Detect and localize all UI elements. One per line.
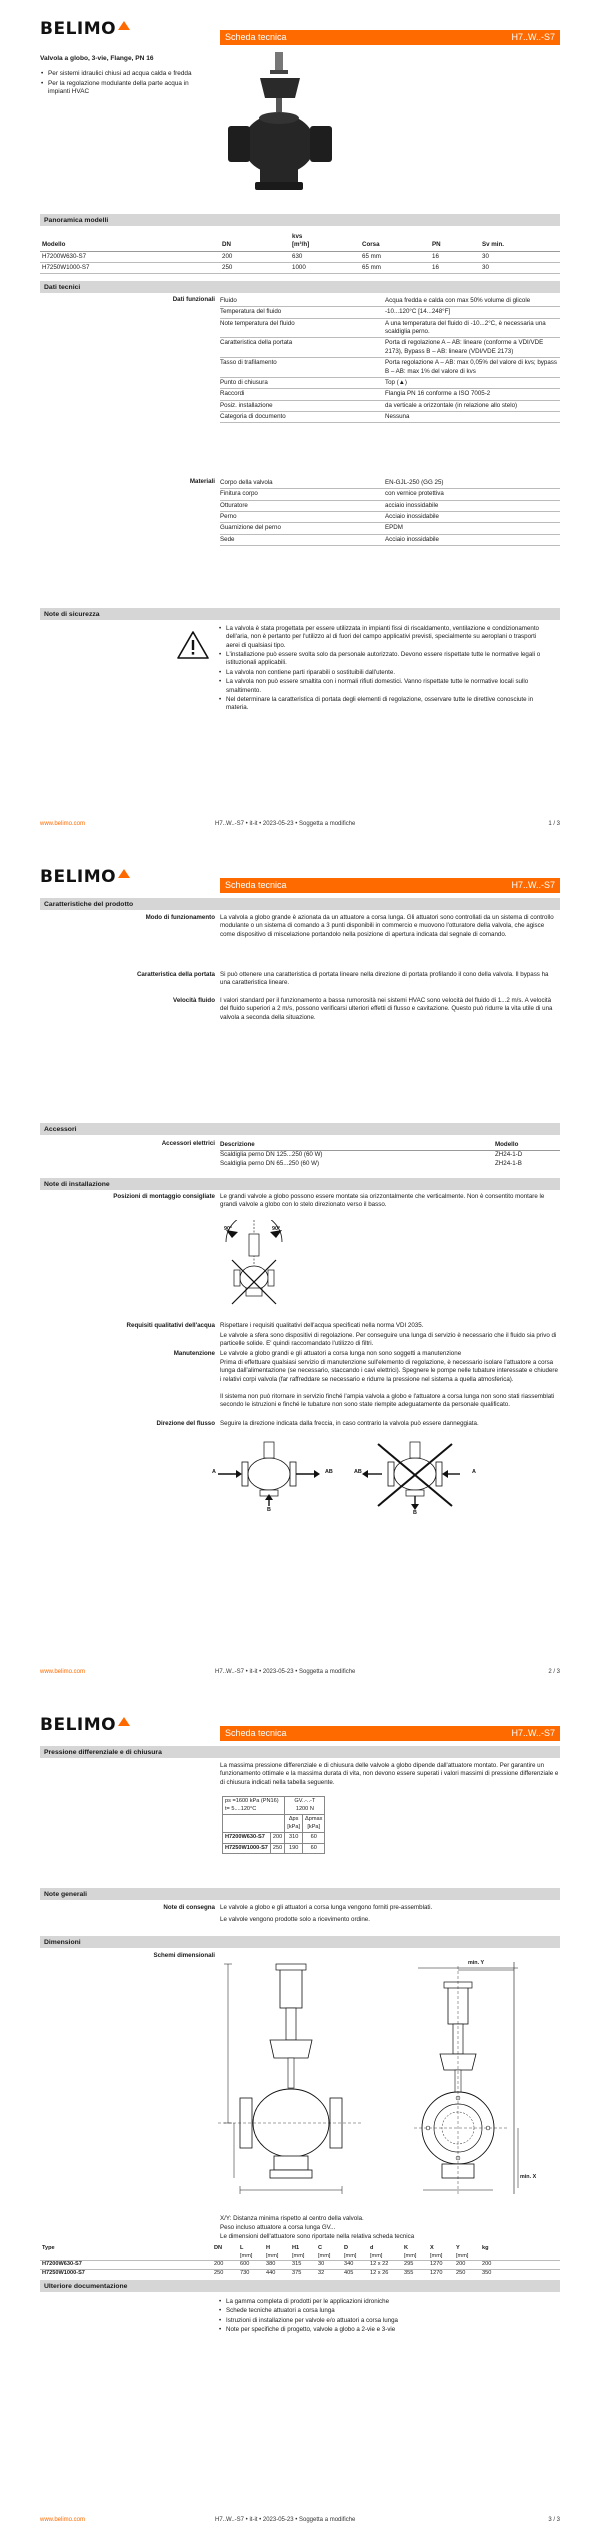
warning-icon — [176, 630, 210, 660]
list-item: • Nel determinare la caratteristica di portata degli elementi di regolazione, osservare tutte le direttive conosciute in materia. — [218, 696, 548, 713]
belimo-logo: BELIMO — [40, 1714, 130, 1737]
water-quality-text-2: Le valvole a sfera sono dispositivi di regolazione. Per conseguire una lunga di servizio è necessario che il fluido sia privo di particelle solide. E' quindi raccomandato l'utilizzo di filtri. — [220, 1332, 557, 1348]
table-row: Finitura corpo con vernice protettiva — [220, 489, 560, 500]
footer — [40, 2516, 560, 2524]
delivery-notes-text-2: Le valvole vengono prodotte solo a ricevimento ordine. — [220, 1916, 370, 1923]
table-header-row: Type DN L H H1 C D d K X Y kg — [42, 2245, 489, 2251]
header-model: H7..W..-S7 — [511, 880, 555, 891]
product-title: Valvola a globo, 3-vie, Flange, PN 16 — [40, 55, 154, 62]
table-row: H7250W1000-S7 250 730 440 375 32 405 12 x 26 355 1270 250 350 — [40, 2269, 560, 2277]
water-quality-label: Requisiti qualitativi dell'acqua — [126, 1322, 215, 1329]
table-row: Punto di chiusura Top (▲) — [220, 378, 560, 389]
belimo-logo: BELIMO — [40, 18, 130, 41]
flow-direction-correct-diagram — [214, 1438, 324, 1514]
dimensions-table — [40, 2245, 560, 2277]
table-row: Posiz. installazione da verticale a orizzontale (in relazione allo stelo) — [220, 401, 560, 412]
page-2 — [0, 848, 600, 1696]
section-accessories: Accessori — [40, 1123, 560, 1135]
header-bar — [220, 878, 560, 893]
table-row: Raccordi Flangia PN 16 conforme a ISO 7005-2 — [220, 389, 560, 400]
page-1 — [0, 0, 600, 848]
table-header-row: Δps [kPa] Δpmax [kPa] — [223, 1815, 325, 1833]
table-row: Tasso di trafilamento Porta regolazione A – AB: max 0,05% del valore di kvs; bypass B – AB: max 1% del valore di kvs — [220, 358, 560, 378]
table-row: Scaldiglia perno DN 125...250 (60 W) ZH24-1-D — [220, 1151, 523, 1159]
page-number: 1 / 3 — [548, 821, 560, 827]
table-row: Scaldiglia perno DN 65...250 (60 W) ZH24-1-B — [220, 1159, 522, 1167]
table-row: Perno Acciaio inossidabile — [220, 512, 560, 523]
section-installation: Note di installazione — [40, 1178, 560, 1190]
footer-url-link[interactable]: www.belimo.com — [40, 821, 86, 827]
table-row: Otturatore acciaio inossidabile — [220, 501, 560, 512]
section-further-docs: Ulteriore documentazione — [40, 2280, 560, 2292]
weight-note: Peso incluso attuatore a corsa lunga GV... — [220, 2224, 336, 2231]
table-row: Fluido Acqua fredda e calda con max 50% volume di glicole — [220, 296, 560, 307]
list-item: • Per la regolazione modulante della parte acqua in impianti HVAC — [40, 80, 205, 97]
col-header: kvs [m³/h] — [290, 232, 360, 251]
actuator-dim-note: Le dimensioni dell'attuatore sono riportate nella relativa scheda tecnica — [220, 2233, 415, 2240]
min-y-label: min. Y — [468, 1960, 485, 1966]
table-row: Temperatura del fluido -10...120°C [14...248°F] — [220, 307, 560, 318]
belimo-logo: BELIMO — [40, 866, 130, 889]
section-pressure: Pressione differenziale e di chiusura — [40, 1746, 560, 1758]
table-row: H7250W1000-S7 250 190 60 — [223, 1843, 325, 1854]
footer-doc-info: H7..W..-S7 • it-it • 2023-05-23 • Soggetta a modifiche — [215, 1669, 356, 1675]
header-model: H7..W..-S7 — [511, 32, 555, 43]
table-row: H7200W630-S7 200 630 65 mm 16 30 — [40, 251, 560, 262]
docs-list — [218, 2298, 558, 2335]
mounting-positions-diagram — [218, 1220, 290, 1312]
safety-list — [218, 625, 548, 714]
section-features: Caratteristiche del prodotto — [40, 898, 560, 910]
angle-label-left: 90° — [224, 1226, 233, 1232]
port-ab-label: AB — [325, 1469, 333, 1475]
feature-text: Si può ottenere una caratteristica di portata lineare nella direzione di portata profilando il cono della valvola. Il bypass ha una caratteristica lineare. — [220, 971, 549, 987]
list-item: • Istruzioni di installazione per valvole e/o attuatori a corsa lunga — [218, 2317, 558, 2325]
logo-triangle-icon — [118, 1717, 130, 1726]
header-title: Scheda tecnica — [225, 880, 287, 891]
pressure-text: La massima pressione differenziale e di chiusura delle valvole a globo dipende dall'attuatore montato. Per garantire un funzionamento ottimale e la massima durata di vita, non devono essere superati i valori massimi di pressione differenziale e di chiusura indicati nella tabella seguente. — [220, 1762, 559, 1786]
table-row: Caratteristica della portata Porta di regolazione A – AB: lineare (conforme a VDI/VDE 2173), Bypass B – AB: lineare (VDI/VDE 2173) — [220, 338, 560, 358]
logo-triangle-icon — [118, 21, 130, 30]
table-units-row: [mm] [mm] [mm] [mm] [mm] [mm] [mm] [mm] [mm] — [240, 2252, 469, 2259]
footer-doc-info: H7..W..-S7 • it-it • 2023-05-23 • Soggetta a modifiche — [215, 821, 356, 827]
pressure-table — [222, 1796, 325, 1854]
col-header: Sv min. — [480, 232, 560, 251]
table-row: Categoria di documento Nessuna — [220, 412, 560, 423]
models-table — [40, 232, 560, 274]
dimension-drawings — [218, 1958, 563, 2213]
group-label-functional: Dati funzionali — [172, 296, 215, 303]
table-row: H7200W630-S7 200 310 60 — [223, 1833, 325, 1844]
port-b-label: B — [413, 1510, 417, 1516]
xy-note: X/Y: Distanza minima rispetto al centro della valvola. — [220, 2215, 364, 2222]
col-header: Corsa — [360, 232, 430, 251]
list-item: • La valvola non può essere smaltita con i normali rifiuti domestici. Vanno rispettate tutte le normative locali sullo smaltimento. — [218, 678, 548, 695]
header-bar — [220, 1726, 560, 1741]
section-general-notes: Note generali — [40, 1888, 560, 1900]
page-3 — [0, 1696, 600, 2544]
page-number: 3 / 3 — [548, 2517, 560, 2523]
table-row: Guarnizione del perno EPDM — [220, 523, 560, 534]
feature-text: La valvola a globo grande è azionata da un attuatore a corsa lunga. Gli attuatori sono controllati da un sistema di controllo modulante o un sistema di comando a 3 punti disponibili in commercio e muovono l'otturatore della valvola, che agisce come dispositivo di miscelazione portandolo nella posizione di apertura indicata dal segnale di comando. — [220, 914, 554, 938]
maintenance-text-1: Le valvole a globo grandi e gli attuatori a corsa lunga non sono soggetti a manutenzione — [220, 1350, 462, 1357]
delivery-notes-label: Note di consegna — [163, 1904, 215, 1911]
list-item: • La gamma completa di prodotti per le applicazioni idroniche — [218, 2298, 558, 2306]
section-dimensions: Dimensioni — [40, 1936, 560, 1948]
header-title: Scheda tecnica — [225, 32, 287, 43]
list-item: • Schede tecniche attuatori a corsa lunga — [218, 2307, 558, 2315]
dimension-drawings-label: Schemi dimensionali — [153, 1952, 215, 1959]
footer — [40, 820, 560, 828]
col-header: Modello — [40, 232, 220, 251]
col-header: DN — [220, 232, 290, 251]
install-positions-label: Posizioni di montaggio consigliate — [113, 1193, 215, 1200]
col-header: PN — [430, 232, 480, 251]
table-row: H7250W1000-S7 250 1000 65 mm 16 30 — [40, 263, 560, 274]
header-bar — [220, 30, 560, 45]
footer — [40, 1668, 560, 1676]
footer-doc-info: H7..W..-S7 • it-it • 2023-05-23 • Soggetta a modifiche — [215, 2517, 356, 2523]
section-overview: Panoramica modelli — [40, 214, 560, 226]
port-a-label: A — [212, 1469, 216, 1475]
feature-label: Modo di funzionamento — [145, 914, 215, 921]
table-header-row — [40, 232, 560, 251]
feature-label: Caratteristica della portata — [136, 971, 215, 978]
table-row: Note temperatura del fluido A una temperatura del fluido di -10...2°C, è necessaria una scaldiglia perno. — [220, 319, 560, 339]
accessories-table — [220, 1140, 560, 1168]
logo-triangle-icon — [118, 869, 130, 878]
list-item: • L'installazione può essere svolta solo da personale autorizzato. Devono essere rispettate tutte le normative legali o istituzionali applicabili. — [218, 651, 548, 668]
table-row: H7200W630-S7 200 600 380 315 30 340 12 x 22 295 1270 200 200 — [40, 2261, 560, 2270]
group-label-materials: Materiali — [189, 478, 215, 485]
table-row: Corpo della valvola EN-GJL-250 (GG 25) — [220, 478, 560, 489]
list-item: • Per sistemi idraulici chiusi ad acqua calda e fredda — [40, 70, 205, 79]
table-header-row: Descrizione Modello — [220, 1140, 560, 1151]
delivery-notes-text-1: Le valvole a globo e gli attuatori a corsa lunga vengono forniti pre-assemblati. — [220, 1904, 433, 1911]
flow-direction-text: Seguire la direzione indicata dalla freccia, in caso contrario la valvola può essere danneggiata. — [220, 1420, 479, 1427]
list-item: • La valvola non contiene parti riparabili o sostituibili dall'utente. — [218, 669, 548, 677]
header-model: H7..W..-S7 — [511, 1728, 555, 1739]
maintenance-label: Manutenzione — [173, 1350, 215, 1357]
maintenance-text-2: Prima di effettuare qualsiasi servizio di manutenzione sull'elemento di regolazione, è necessario isolare l'attuatore a corsa lunga dall'alimentazione (se necessario, staccando i cavi elettrici). Spegnere le pompe nelle tubature interessate e chiudere i relativi corpi valvola (far raffreddare se necessario e ridurre la pressione nel sistema a quella atmosferica). — [220, 1359, 558, 1383]
product-bullets — [40, 70, 205, 98]
flow-direction-wrong-diagram — [360, 1438, 470, 1514]
port-ab-label: AB — [354, 1469, 362, 1475]
accessories-label: Accessori elettrici — [161, 1140, 215, 1147]
table-row: Sede Acciaio inossidabile — [220, 535, 560, 546]
water-quality-text: Rispettare i requisiti qualitativi dell'acqua specificati nella norma VDI 2035. — [220, 1322, 424, 1329]
section-safety: Note di sicurezza — [40, 608, 560, 620]
section-tech-data: Dati tecnici — [40, 281, 560, 293]
list-item: • Note per specifiche di progetto, valvole a globo a 2-vie e 3-vie — [218, 2326, 558, 2334]
footer-url-link[interactable]: www.belimo.com — [40, 1669, 86, 1675]
feature-text: I valori standard per il funzionamento a bassa rumorosità nei sistemi HVAC sono velocità del fluido di 1...2 m/s. A velocità del fluido superiori a 2 m/s, possono verificarsi ulteriori effetti di flusso e cavitazione. Questo può ridurre la vita utile di una valvola a seconda della situazione. — [220, 997, 553, 1021]
install-positions-text: Le grandi valvole a globo possono essere montate sia orizzontalmente che verticalmente. Non è consentito montare le grandi valvole a globo con lo stelo direzionato verso il basso. — [220, 1193, 545, 1209]
materials-rows — [220, 478, 560, 546]
feature-label: Velocità fluido — [173, 997, 215, 1004]
port-b-label: B — [267, 1507, 271, 1513]
list-item: • La valvola è stata progettata per essere utilizzata in impianti fissi di riscaldamento, ventilazione e condizionamento dell'aria, non è pertanto per l'utilizzo al di fuori del campo applicativi previsti, specialmente su aeroplani o trasporti aerei di qualsiasi tipo. — [218, 625, 548, 650]
min-x-label: min. X — [520, 2174, 537, 2180]
page-number: 2 / 3 — [548, 1669, 560, 1675]
table-header-row: ps =1600 kPa (PN16) t= 5....120°C GV..-..-T 1200 N — [223, 1797, 325, 1815]
flow-direction-label: Direzione del flusso — [156, 1420, 215, 1427]
header-title: Scheda tecnica — [225, 1728, 287, 1739]
maintenance-text-3: Il sistema non può ritornare in servizio finché l'ampia valvola a globo e l'attuatore a corsa lunga non sono stati riassemblati secondo le istruzioni e finché le tubature non sono state riempite adeguatamente da personale qualificato. — [220, 1393, 555, 1409]
port-a-label: A — [472, 1469, 476, 1475]
angle-label-right: 90° — [272, 1226, 281, 1232]
functional-data-rows — [220, 296, 560, 423]
footer-url-link[interactable]: www.belimo.com — [40, 2517, 86, 2523]
valve-product-image — [220, 48, 340, 198]
